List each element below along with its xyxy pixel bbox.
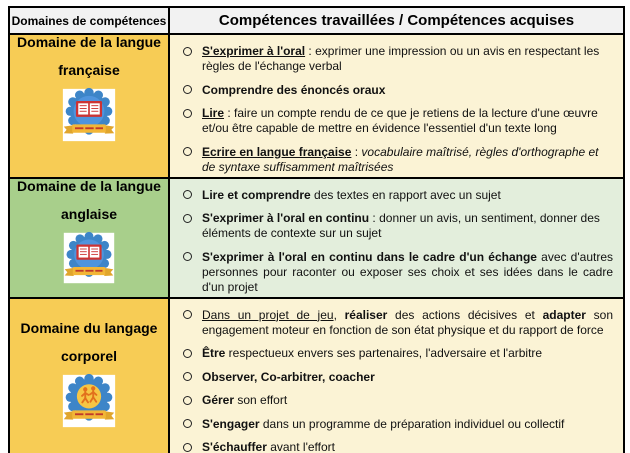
competence-item	[183, 83, 617, 98]
header-row	[9, 7, 624, 34]
competence-item	[183, 44, 617, 74]
domain-box	[10, 35, 168, 143]
competence-item	[183, 417, 617, 432]
row-langage-corporel	[9, 298, 624, 453]
competence-item	[183, 308, 617, 338]
book-badge-icon	[62, 231, 116, 285]
competence-text: Ecrire en langue française : vocabulaire maîtrisé, règles d'orthographe et de syntaxe suffisamment maîtrisées	[202, 144, 599, 174]
competence-list	[170, 179, 623, 297]
row-langue-francaise	[9, 34, 624, 178]
domain-title-line2: anglaise	[60, 205, 118, 222]
circle-bullet-icon	[183, 252, 192, 261]
circle-bullet-icon	[183, 214, 192, 223]
domain-title-line2: française	[58, 62, 120, 78]
domain-box	[10, 299, 168, 429]
competence-list	[170, 35, 623, 177]
row-langue-anglaise	[9, 178, 624, 298]
competence-item	[183, 211, 617, 241]
competence-item	[183, 370, 617, 385]
competence-text: S'exprimer à l'oral en continu dans le cadre d'un échange avec d'autres personnes pour raconter ou exposer ses choix et ses idées dans le cadre d'un projet	[202, 249, 613, 294]
competence-item	[183, 393, 617, 408]
domain-title	[17, 179, 161, 221]
domain-title-line1: Domaine du langage	[20, 319, 158, 336]
competence-item	[183, 250, 617, 295]
circle-bullet-icon	[183, 310, 192, 319]
competence-text: Observer, Co-arbitrer, coacher	[202, 369, 375, 384]
circle-bullet-icon	[183, 147, 192, 156]
competence-text: Lire : faire un compte rendu de ce que je retiens de la lecture d'une œuvre et/ou être capable de mettre en évidence l'essentiel d'un texte long	[202, 106, 598, 135]
circle-bullet-icon	[183, 47, 192, 56]
header-competences: Compétences travaillées / Compétences acquises	[169, 7, 624, 34]
domain-cell-corporel	[9, 298, 169, 453]
competence-text: S'exprimer à l'oral : exprimer une impression ou un avis en respectant les règles de l'échange verbal	[202, 44, 600, 73]
competence-text: Dans un projet de jeu, réaliser des actions décisives et adapter son engagement moteur en fonction de son état physique et du rapport de force	[202, 307, 614, 337]
competences-cell-anglaise	[169, 178, 624, 298]
competence-text: Gérer son effort	[202, 393, 288, 407]
domain-title-line2: corporel	[60, 347, 117, 364]
competence-item	[183, 440, 617, 453]
circle-bullet-icon	[183, 85, 192, 94]
competence-item	[183, 145, 617, 175]
circle-bullet-icon	[183, 372, 192, 381]
circle-bullet-icon	[183, 190, 192, 199]
competence-text: Comprendre des énoncés oraux	[202, 82, 386, 97]
domain-title	[21, 321, 158, 363]
domain-title-line1: Domaine de la langue	[17, 177, 161, 194]
domain-cell-francaise	[9, 34, 169, 178]
circle-bullet-icon	[183, 396, 192, 405]
circle-bullet-icon	[183, 443, 192, 452]
competence-text: S'engager dans un programme de préparation individuel ou collectif	[202, 416, 565, 431]
competence-text: Lire et comprendre des textes en rapport avec un sujet	[202, 187, 501, 202]
competence-item	[183, 188, 617, 203]
competences-cell-francaise	[169, 34, 624, 178]
competence-text: S'exprimer à l'oral en continu : donner un avis, un sentiment, donner des éléments de contexte sur un sujet	[202, 211, 600, 240]
competence-list	[170, 299, 623, 453]
people-badge-icon	[61, 373, 117, 429]
competence-item	[183, 346, 617, 361]
competence-text: Être respectueux envers ses partenaires, l'adversaire et l'arbitre	[202, 346, 543, 360]
competence-item	[183, 106, 617, 136]
book-badge-icon	[61, 87, 117, 143]
circle-bullet-icon	[183, 349, 192, 358]
domain-box	[10, 179, 168, 285]
competences-table	[8, 6, 625, 453]
domain-title-line1: Domaine de la langue	[17, 34, 161, 50]
circle-bullet-icon	[183, 109, 192, 118]
header-domaines: Domaines de compétences	[9, 7, 169, 34]
domain-cell-anglaise	[9, 178, 169, 298]
competences-cell-corporel	[169, 298, 624, 453]
competence-text: S'échauffer avant l'effort	[202, 440, 335, 453]
domain-title	[17, 35, 161, 77]
circle-bullet-icon	[183, 419, 192, 428]
